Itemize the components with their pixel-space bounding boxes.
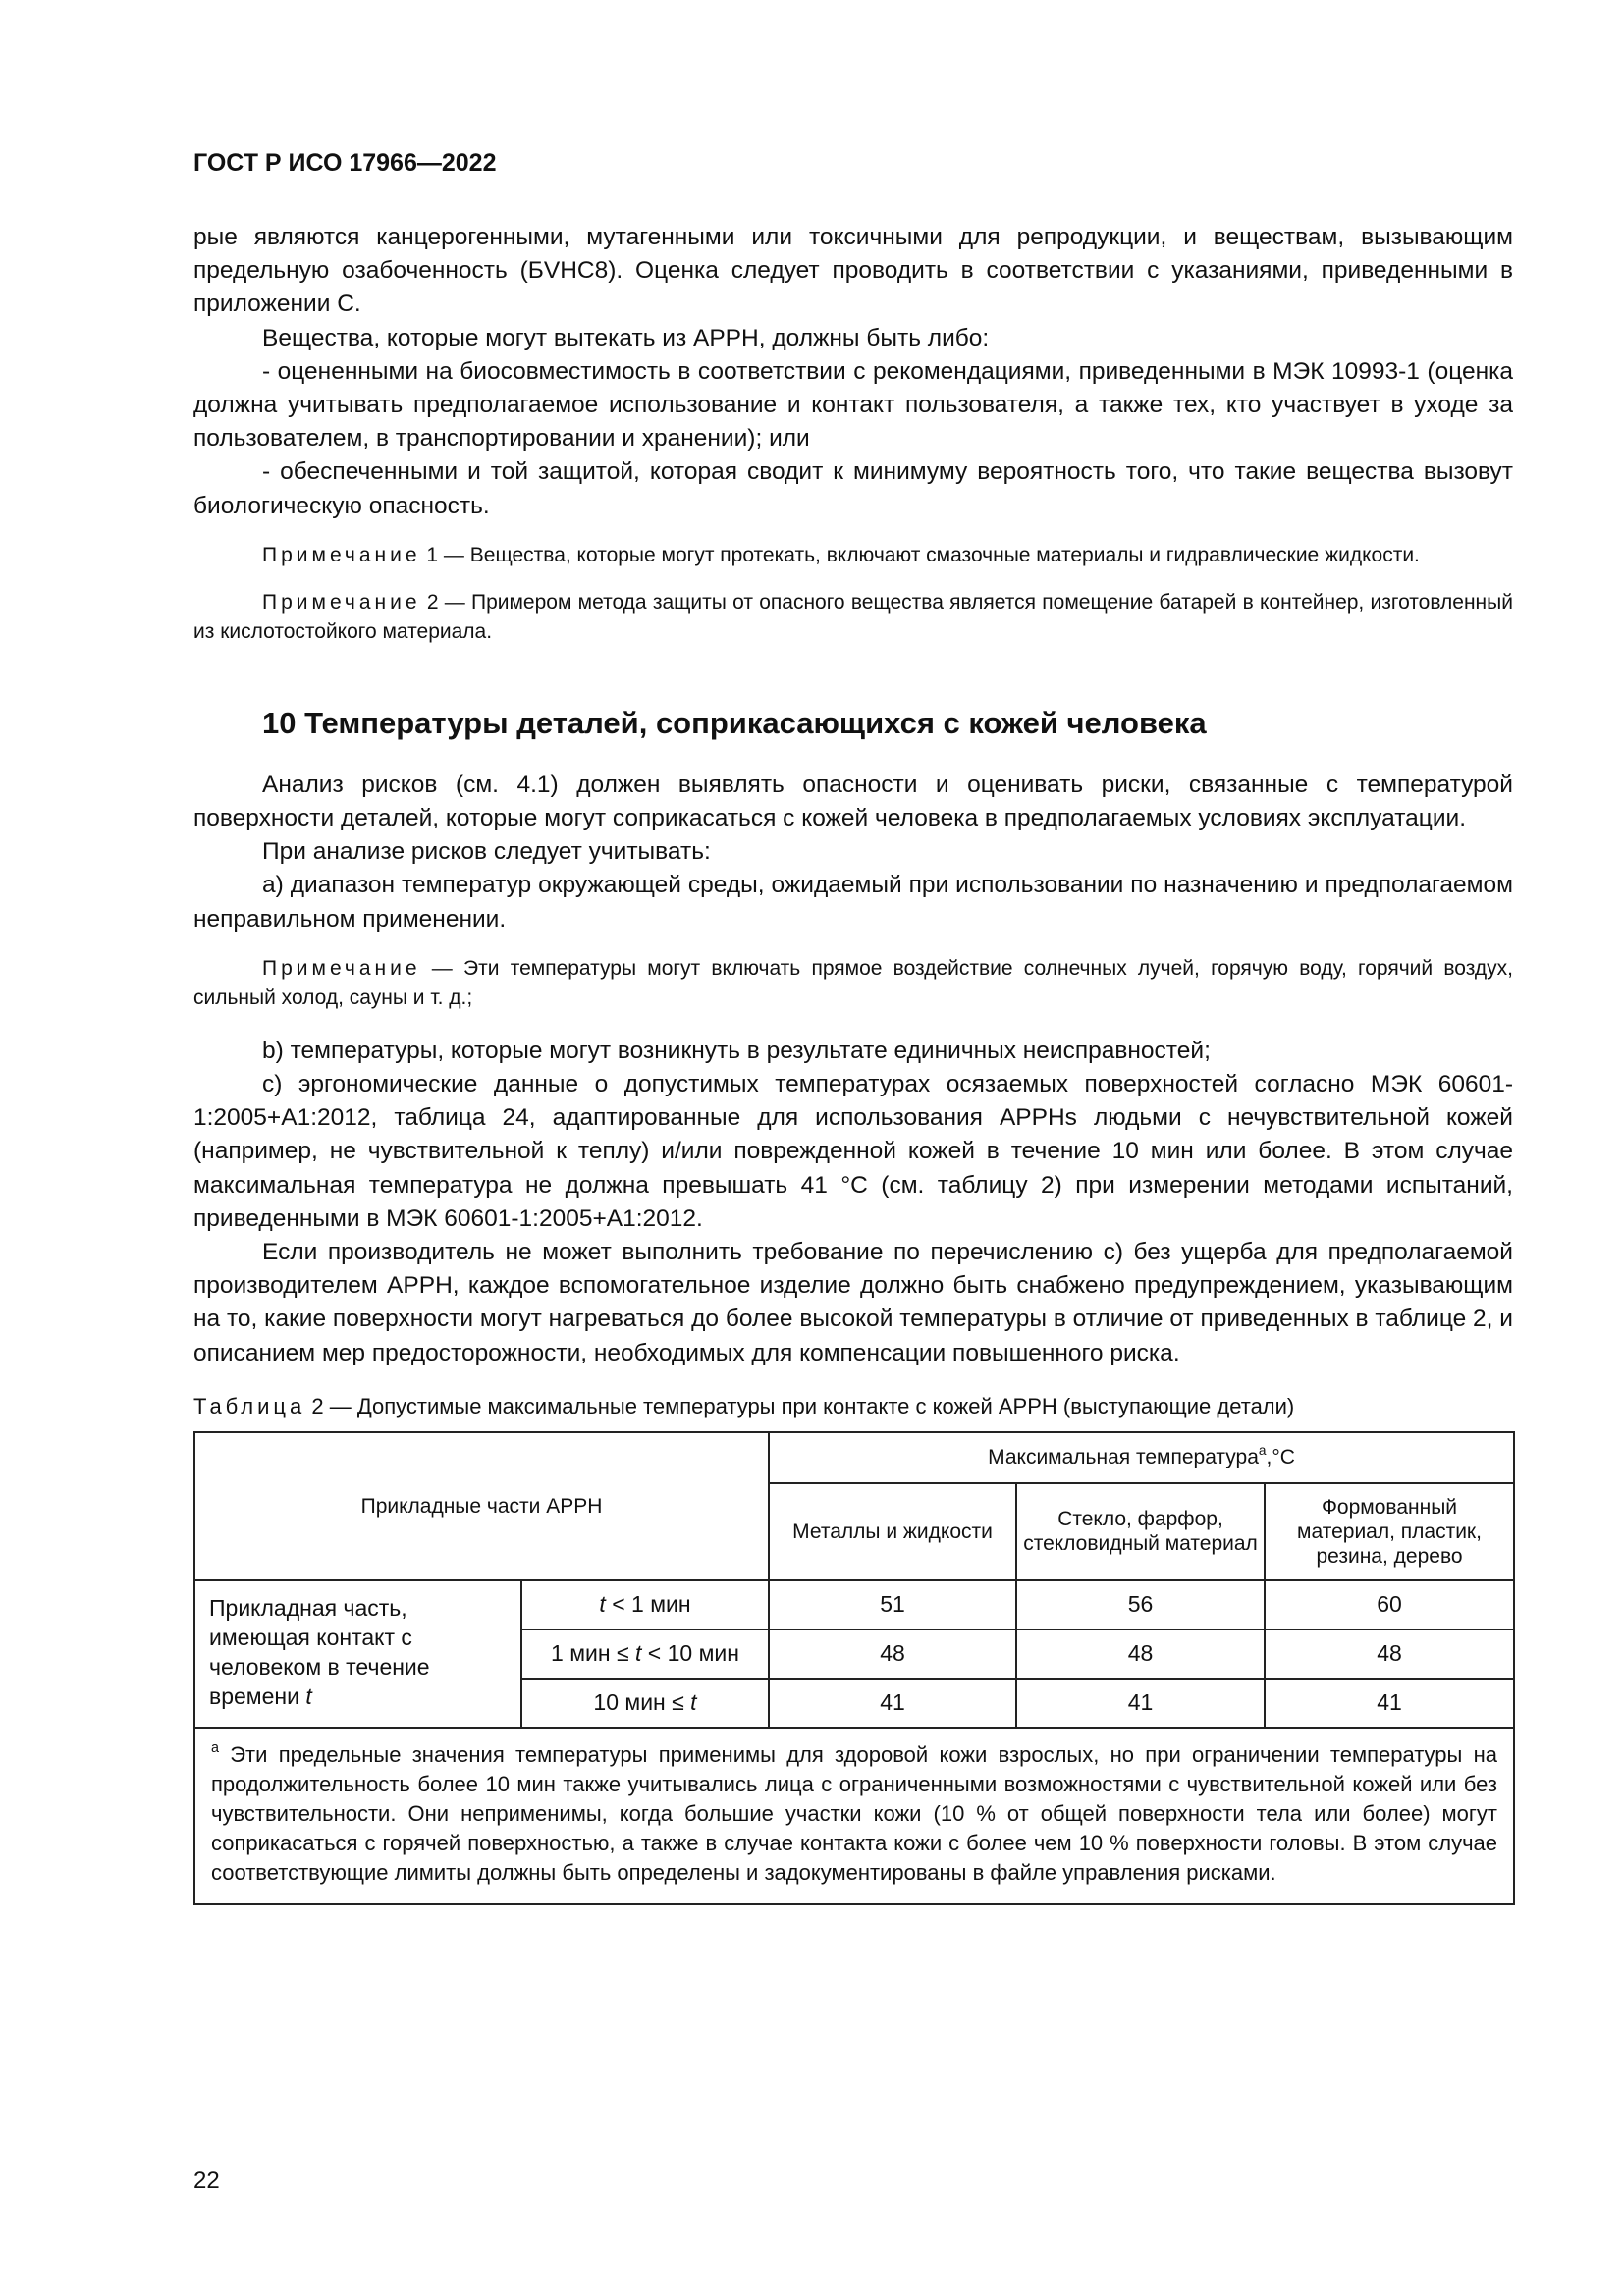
list-item: - оцененными на биосовместимость в соответствии с рекомендациями, приведенными в МЭК 10993-1 (оценка должна учитывать предполагаемое использование и контакт пользователя, а также тех, кто участвует в уходе за пользователем, в транспортировании и хранении); или [193, 357, 1513, 453]
paragraph: Вещества, которые могут вытекать из АРРН, должны быть либо: [262, 324, 990, 351]
paragraph-continued: рые являются канцерогенными, мутагенными или токсичными для репродукции, и веществам, вызывающим предельную озабоченность (БVHC8). Оценка следует проводить в соответствии с указаниями, приведенными в приложении С. [193, 224, 1513, 318]
time-condition: 1 мин ≤ t < 10 мин [521, 1629, 769, 1679]
header-col-molded: Формованный материал, пластик, резина, дерево [1265, 1483, 1514, 1580]
table-cell: 48 [1265, 1629, 1514, 1679]
note-text: 1 — Вещества, которые могут протекать, включают смазочные материалы и гидравлические жидкости. [426, 543, 1420, 566]
note [193, 954, 1513, 1013]
table-title: 2 — Допустимые максимальные температуры при контакте с кожей АРРН (выступающие детали) [311, 1393, 1295, 1418]
header-applied-parts: Прикладные части АРРН [194, 1432, 769, 1580]
list-item-a: a) диапазон температур окружающей среды, ожидаемый при использовании по назначению и предполагаемом неправильном применении. [193, 872, 1513, 933]
paragraph: При анализе рисков следует учитывать: [262, 838, 711, 866]
row-group-label: Прикладная часть, имеющая контакт с человеком в течение времени t [194, 1580, 521, 1728]
note-label: Примечание [262, 543, 421, 566]
table-cell: 41 [1265, 1679, 1514, 1728]
list-item: - обеспеченными и той защитой, которая сводит к минимуму вероятность того, что такие вещества вызовут биологическую опасность. [193, 458, 1513, 519]
header-max-temperature: Максимальная температура$^a$,°С [769, 1432, 1514, 1483]
list-item-b: b) температуры, которые могут возникнуть в результате единичных неисправностей; [262, 1037, 1211, 1064]
note-label: Примечание [262, 956, 421, 980]
note-text: 2 — Примером метода защиты от опасного вещества является помещение батарей в контейнер, изготовленный из кислотостойкого материала. [193, 590, 1513, 643]
table-cell: 48 [1016, 1629, 1265, 1679]
header-col-glass: Стекло, фарфор, стекловидный материал [1016, 1483, 1265, 1580]
table-caption [193, 1392, 1513, 1421]
list-item-c: c) эргономические данные о допустимых температурах осязаемых поверхностей согласно МЭК 60601-1:2005+А1:2012, таблица 24, адаптированные для использования APPHs людьми с нечувствительной кожей (например, не чувствительной к теплу) и/или поврежденной кожей в течение 10 мин или более. В этом случае максимальная температура не должна превышать 41 °С (см. таблицу 2) при измерении методами испытаний, приведенными в МЭК 60601-1:2005+А1:2012. [193, 1071, 1513, 1232]
note-label: Примечание [262, 590, 421, 614]
table-row [194, 1580, 1514, 1629]
table-label: Таблица [193, 1393, 306, 1418]
table-cell: 41 [1016, 1679, 1265, 1728]
standard-code-header: ГОСТ Р ИСО 17966—2022 [193, 149, 497, 177]
time-condition: t < 1 мин [521, 1580, 769, 1629]
header-col-metals: Металлы и жидкости [769, 1483, 1016, 1580]
paragraph: Если производитель не может выполнить требование по перечислению с) без ущерба для предполагаемой производителем АРРН, каждое вспомогательное изделие должно быть снабжено предупреждением, указывающим на то, какие поверхности могут нагреваться до более высокой температуры в отличие от приведенных в таблице 2, и описанием мер предосторожности, необходимых для компенсации повышенного риска. [193, 1239, 1513, 1366]
section-heading: 10 Температуры деталей, соприкасающихся с кожей человека [262, 705, 1207, 740]
table-cell: 56 [1016, 1580, 1265, 1629]
table-footnote-row [194, 1728, 1514, 1904]
table-cell: 41 [769, 1679, 1016, 1728]
time-condition: 10 мин ≤ t [521, 1679, 769, 1728]
table-footnote: $^a$ Эти предельные значения температуры применимы для здоровой кожи взрослых, но при ограничении температуры на продолжительность более 10 мин также учитывались лица с ограниченными возможностями с чувствительной кожей или без чувствительности. Они неприменимы, когда большие участки кожи (10 % от общей поверхности тела или более) могут соприкасаться с горячей поверхностью, а также в случае контакта кожи с более чем 10 % поверхности головы. В этом случае соответствующие лимиты должны быть определены и задокументированы в файле управления рисками. [194, 1728, 1514, 1904]
paragraph: Анализ рисков (см. 4.1) должен выявлять опасности и оценивать риски, связанные с температурой поверхности деталей, которые могут соприкасаться с кожей человека в предполагаемых условиях эксплуатации. [193, 771, 1513, 832]
page-body [193, 221, 1513, 1905]
temperature-table [193, 1431, 1515, 1905]
note-2 [193, 588, 1513, 647]
table-cell: 48 [769, 1629, 1016, 1679]
note-1 [193, 541, 1513, 570]
table-cell: 51 [769, 1580, 1016, 1629]
table-cell: 60 [1265, 1580, 1514, 1629]
page-number: 22 [193, 2167, 220, 2194]
note-text: — Эти температуры могут включать прямое воздействие солнечных лучей, горячую воду, горячий воздух, сильный холод, сауны и т. д.; [193, 956, 1513, 1009]
